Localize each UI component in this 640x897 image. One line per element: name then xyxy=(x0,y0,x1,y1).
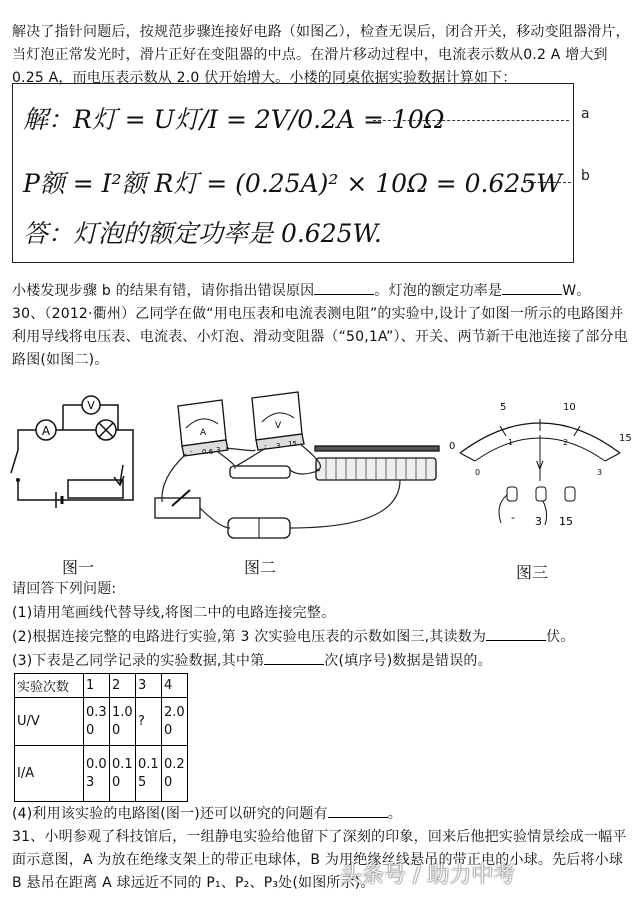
handwritten-line-2: P额 = I²额 R灯 = (0.25A)² × 10Ω = 0.625W xyxy=(23,169,562,198)
table-row: U/V 0.3 0 1.0 0 ? 2.0 0 xyxy=(15,698,188,746)
error-question: 小楼发现步骤 b 的结果有错，请你指出错误原因 。灯泡的额定功率是 W。 xyxy=(12,280,630,303)
dial-inner-2: 2 xyxy=(563,438,569,447)
figure-3-voltmeter-dial xyxy=(445,395,635,535)
svg-text:15: 15 xyxy=(288,440,297,448)
svg-text:0.6: 0.6 xyxy=(202,448,214,456)
dial-inner-0: 0 xyxy=(475,468,481,477)
svg-text:3: 3 xyxy=(216,446,221,454)
dial-unit: V xyxy=(536,459,544,472)
table-header-cell: 1 xyxy=(84,674,110,698)
dial-terminal-15: 15 xyxy=(559,515,573,528)
data-table xyxy=(14,673,188,802)
dash-line-b xyxy=(523,182,571,183)
dial-inner-3: 3 xyxy=(597,468,603,477)
dial-tick-10: 10 xyxy=(563,402,576,413)
mark-b: b xyxy=(581,168,590,184)
dial-tick-0: 0 xyxy=(449,441,456,452)
handwritten-solution-box xyxy=(12,83,590,263)
fig1-voltmeter-label: V xyxy=(87,399,95,412)
question-30-2: (2)根据连接完整的电路进行实验,第 3 次实验电压表的示数如图三,其读数为 伏。 xyxy=(12,626,630,649)
question-30-3: (3)下表是乙同学记录的实验数据,其中第 次(填序号)数据是错误的。 xyxy=(12,650,630,673)
dial-tick-15: 15 xyxy=(619,433,632,444)
dial-terminal-3: 3 xyxy=(535,515,542,528)
table-row: I/A 0.0 3 0.1 0 0.1 5 0.2 0 xyxy=(15,746,188,802)
svg-text:-: - xyxy=(190,448,193,456)
table-header-cell: 实验次数 xyxy=(15,674,84,698)
answer-blank-trial xyxy=(264,650,324,665)
fig2-ammeter-label: A xyxy=(200,428,207,438)
dial-tick-5: 5 xyxy=(500,402,507,413)
table-header-cell: 2 xyxy=(110,674,136,698)
figure-2-physical-circuit xyxy=(150,378,450,553)
intro-paragraph: 解决了指针问题后，按规范步骤连接好电路（如图乙），检查无误后，闭合开关，移动变阻器滑片，当灯泡正常发光时，滑片正好在变阻器的中点。在滑片移动过程中，电流表示数从0.2 A 增大到 0.25 A，而电压表示数从 2.0 伏开始增大。小楼的同桌依据实验数据计算如下： xyxy=(12,24,630,86)
dial-inner-1: 1 xyxy=(508,438,514,447)
question-30-4: (4)利用该实验的电路图(图一)还可以研究的问题有 。 xyxy=(12,803,630,826)
svg-text:3: 3 xyxy=(276,442,281,450)
dial-terminal-minus: - xyxy=(511,511,515,524)
watermark: 头条号 / 助力中考 xyxy=(340,863,516,888)
answer-blank-research xyxy=(328,803,388,818)
svg-text:-: - xyxy=(264,442,267,450)
table-header-cell: 3 xyxy=(136,674,162,698)
figure-1-caption: 图一 xyxy=(62,558,95,577)
question-30: 30、（2012·衢州）乙同学在做“用电压表和电流表测电阻”的实验中,设计了如图一所示的电路图并利用导线将电压表、电流表、小灯泡、滑动变阻器（“50,1A”）、开关、两节新干电池连接了部分电路图(如图二)。 xyxy=(12,306,628,368)
table-header-cell: 4 xyxy=(162,674,188,698)
question-30-1: (1)请用笔画线代替导线,将图二中的电路连接完整。 xyxy=(12,605,336,621)
figure-2-caption: 图二 xyxy=(244,558,277,577)
answer-blank-voltage xyxy=(486,626,546,641)
answer-intro: 请回答下列问题: xyxy=(12,581,117,597)
figure-1-circuit xyxy=(8,395,148,525)
fig2-voltmeter-label: V xyxy=(275,421,282,431)
fig1-ammeter-label: A xyxy=(41,424,51,438)
answer-blank-power xyxy=(502,280,562,295)
handwritten-line-3: 答：灯泡的额定功率是 0.625W. xyxy=(23,219,382,248)
question-31: 31、小明参观了科技馆后，一组静电实验给他留下了深刻的印象，回来后他把实验情景绘成一幅平面示意图，A 为放在绝缘支架上的带正电球体，B 为用绝缘丝线悬吊的带正电的小球。先后将小球 B 悬吊在距离 A 球远近不同的 P₁、P₂、P₃处(如图所示)。 xyxy=(12,829,627,891)
handwritten-line-1: 解：R灯 = U灯/I = 2V/0.2A = 10Ω xyxy=(23,105,445,134)
mark-a: a xyxy=(581,106,590,122)
figure-3-caption: 图三 xyxy=(516,563,549,582)
answer-blank-reason xyxy=(314,280,374,295)
dash-line-a xyxy=(373,120,569,121)
